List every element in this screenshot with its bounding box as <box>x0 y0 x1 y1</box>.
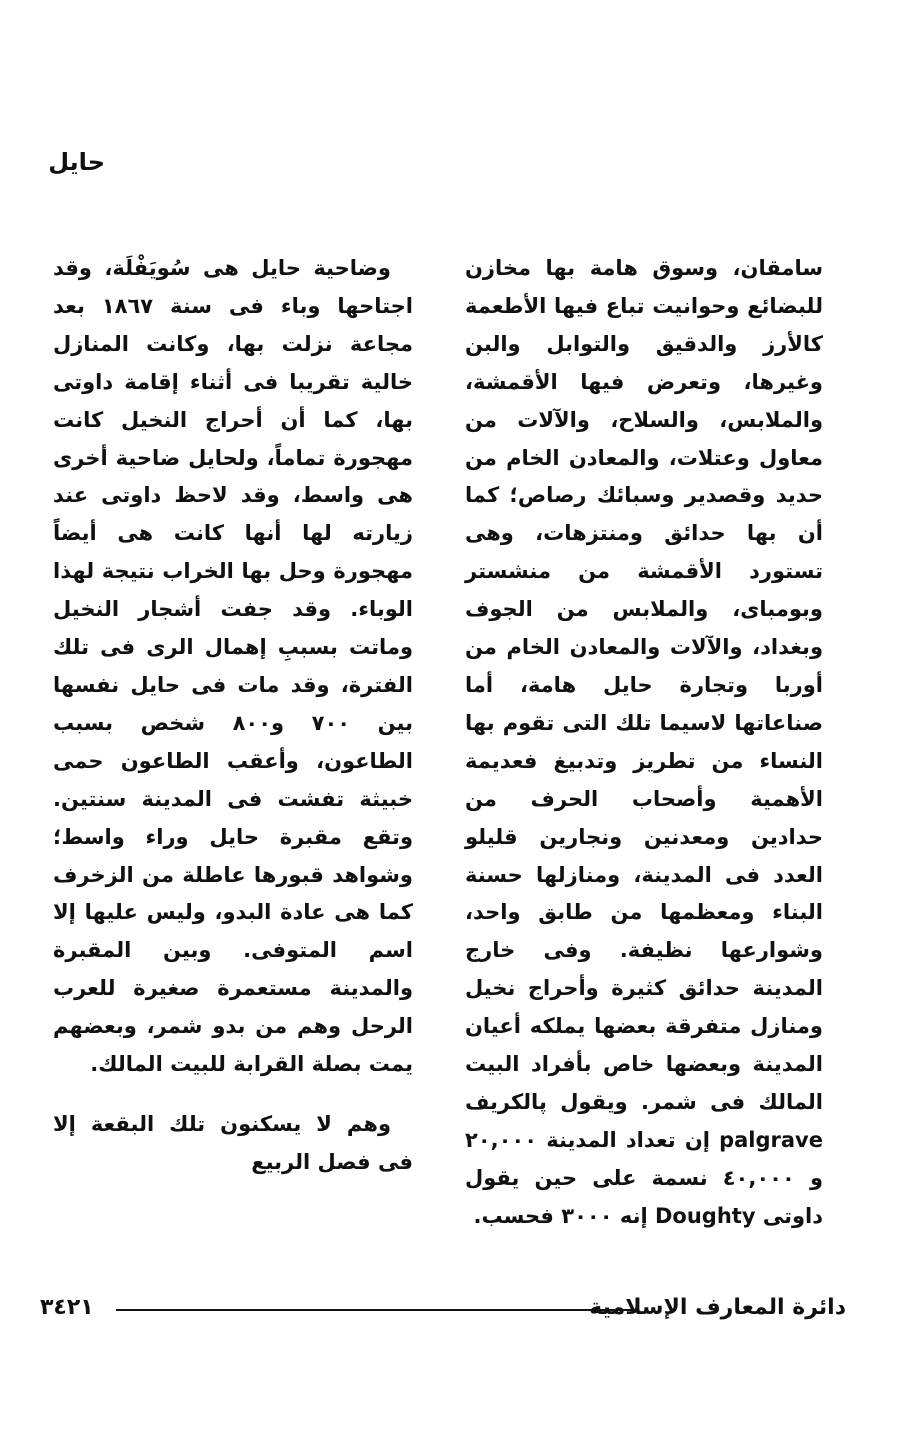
text-column-left <box>53 250 413 1182</box>
paragraph: وهم لا يسكنون تلك البقعة إلا فى فصل الربيع <box>53 1111 413 1174</box>
paragraph: وضاحية حايل هى سُويَفْلَة، وقد اجتاحها وباء فى سنة ١٨٦٧ بعد مجاعة نزلت بها، وكانت المنازل خالية تقريبا فى أثناء إقامة داوتى بها، كما أن أحراج النخيل كانت مهجورة تماماً، ولحايل ضاحية أخرى هى واسط، وقد لاحظ داوتى عند زيارته لها أنها كانت هى أيضاً مهجورة وحل بها الخراب نتيجة لهذا الوباء. وقد جفت أشجار النخيل وماتت بسببِ إهمال الرى فى تلك الفترة، وقد مات فى حايل نفسها بين ٧٠٠ و٨٠٠ شخص بسبب الطاعون، وأعقب الطاعون حمى خبيثة تفشت فى المدينة سنتين. وتقع مقبرة حايل وراء واسط؛ وشواهد قبورها عاطلة من الزخرف كما هى عادة البدو، وليس عليها إلا اسم المتوفى. وبين المقبرة والمدينة مستعمرة صغيرة للعرب الرحل وهم من بدو شمر، وبعضهم يمت بصلة القرابة للبيت المالك. <box>53 256 414 1077</box>
text-column-right <box>465 250 823 1236</box>
page-number: ٣٤٢١ <box>40 1295 94 1320</box>
footer-rule <box>116 1309 634 1311</box>
running-title: حايل <box>48 148 105 176</box>
page-footer <box>40 1293 846 1323</box>
paragraph: سامقان، وسوق هامة بها مخازن للبضائع وحوانيت تباع فيها الأطعمة كالأرز والدقيق والتوابل والبن وغيرها، وتعرض فيها الأقمشة، والملابس، والسلاح، والآلات من معاول وعتلات، والمعادن الخام من حديد وقصدير وسبائك رصاص؛ كما أن بها حدائق ومنتزهات، وهى تستورد الأقمشة من منشستر وبومباى، والملابس من الجوف وبغداد، والآلات والمعادن الخام من أوربا وتجارة حايل هامة، أما صناعاتها لاسيما تلك التى تقوم بها النساء من تطريز وتدبيغ فعديمة الأهمية وأصحاب الحرف من حدادين ومعدنين ونجارين قليلو العدد فى المدينة، ومنازلها حسنة البناء ومعظمها من طابق واحد، وشوارعها نظيفة. وفى خارج المدينة حدائق كثيرة وأحراج نخيل ومنازل متفرقة بعضها يملكه أعيان المدينة وبعضها خاص بأفراد البيت المالك فى شمر. ويقول پالكريف palgrave إن تعداد المدينة ٢٠,٠٠٠ و ٤٠,٠٠٠ نسمة على حين يقول داوتى Doughty إنه ٣٠٠٠ فحسب. <box>465 256 823 1228</box>
publication-title: دائرة المعارف الإسلامية <box>589 1295 846 1320</box>
